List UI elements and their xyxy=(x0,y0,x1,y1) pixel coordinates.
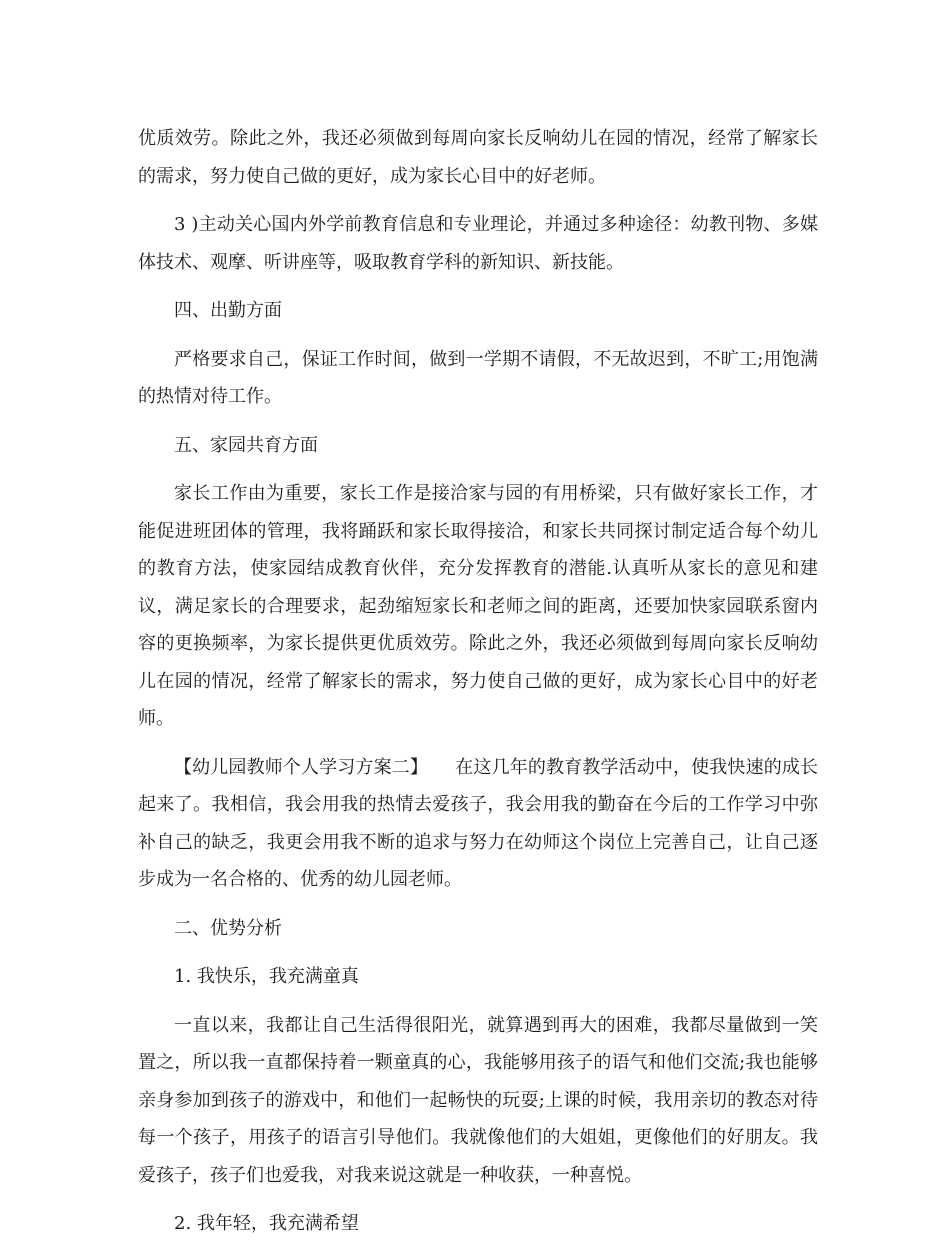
paragraph: 【幼儿园教师个人学习方案二】 在这几年的教育教学活动中，使我快速的成长起来了。我相信，我会用我的热情去爱孩子，我会用我的勤奋在今后的工作学习中弥补自己的缺乏，我更会用我不断的追求与努力在幼师这个岗位上完善自己，让自己逐步成为一名合格的、优秀的幼儿园老师。 xyxy=(138,756,818,890)
subheading: 1. 我快乐，我充满童真 xyxy=(174,966,359,987)
paragraph: 3 )主动关心国内外学前教育信息和专业理论，并通过多种途径：幼教刊物、多媒体技术、观摩、听讲座等，吸取教育学科的新知识、新技能。 xyxy=(138,214,818,273)
paragraph: 家长工作由为重要，家长工作是接洽家与园的有用桥梁，只有做好家长工作，才能促进班团体的管理，我将踊跃和家长取得接洽，和家长共同探讨制定适合每个幼儿的教育方法，使家园结成教育伙伴，充分发挥教育的潜能.认真听从家长的意见和建议，满足家长的合理要求，起劲缩短家长和老师之间的距离，还要加快家园联系窗内容的更换频率，为家长提供更优质效劳。除此之外，我还必须做到每周向家长反响幼儿在园的情况，经常了解家长的需求，努力使自己做的更好，成为家长心目中的好老师。 xyxy=(138,483,818,729)
paragraph: 一直以来，我都让自己生活得很阳光，就算遇到再大的困难，我都尽量做到一笑置之，所以我一直都保持着一颗童真的心，我能够用孩子的语气和他们交流;我也能够亲身参加到孩子的游戏中，和他们一起畅快的玩耍;上课的时候，我用亲切的教态对待每一个孩子，用孩子的语言引导他们。我就像他们的大姐姐，更像他们的好朋友。我爱孩子，孩子们也爱我，对我来说这就是一种收获，一种喜悦。 xyxy=(138,1014,818,1186)
document-body xyxy=(138,120,818,1254)
section-heading-attendance: 四、出勤方面 xyxy=(174,300,282,321)
paragraph: 严格要求自己，保证工作时间，做到一学期不请假，不无故迟到，不旷工;用饱满的热情对待工作。 xyxy=(138,348,818,407)
paragraph: 优质效劳。除此之外，我还必须做到每周向家长反响幼儿在园的情况，经常了解家长的需求，努力使自己做的更好，成为家长心目中的好老师。 xyxy=(138,128,818,187)
section-heading-advantages: 二、优势分析 xyxy=(174,917,282,939)
subheading: 2. 我年轻，我充满希望 xyxy=(174,1213,359,1234)
section-heading-home-school: 五、家园共育方面 xyxy=(174,434,318,456)
